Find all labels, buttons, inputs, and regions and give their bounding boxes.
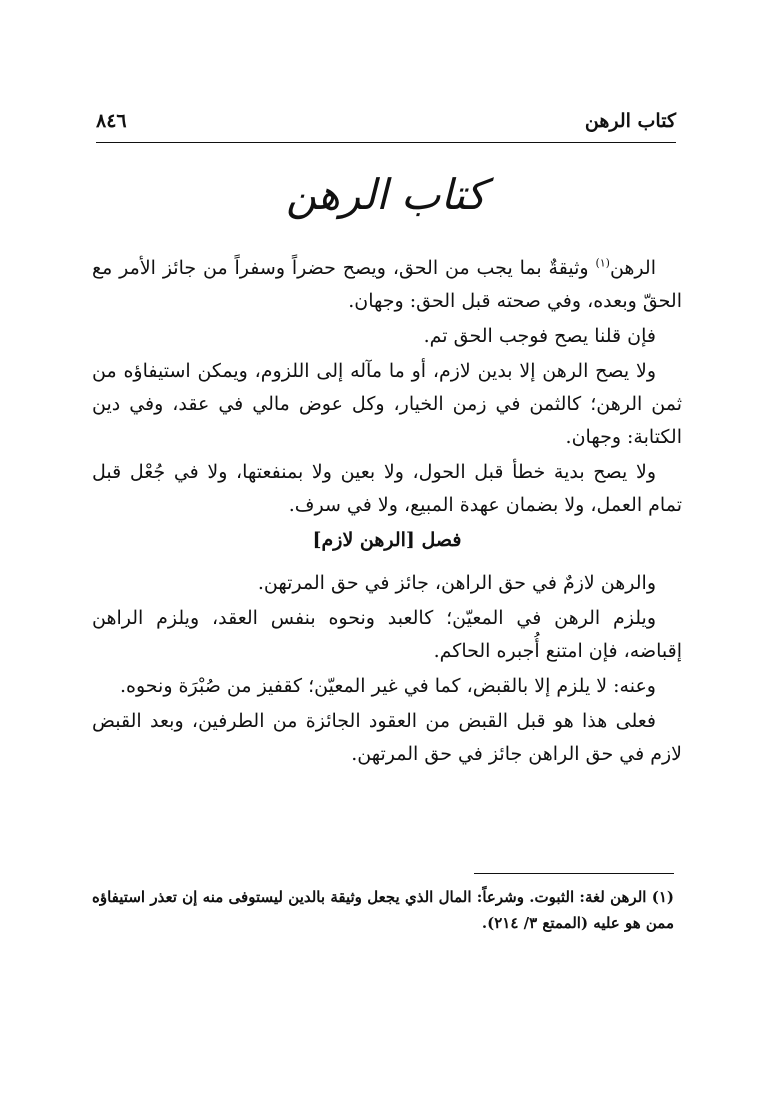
paragraph-3: ولا يصح الرهن إلا بدين لازم، أو ما مآله إلى اللزوم، ويمكن استيفاؤه من ثمن الرهن؛ كالثمن في زمن الخيار، وكل عوض مالي في عقد، وفي دين الكتابة: وجهان. [92,360,682,448]
chapter-title: كتاب الرهن [285,170,487,219]
paragraph-4: ولا يصح بدية خطأ قبل الحول، ولا بعين ولا بمنفعتها، ولا في جُعْل قبل تمام العمل، ولا بضمان عهدة المبيع، ولا في سرف. [92,461,682,516]
header-divider [96,142,676,143]
page-header [96,108,676,142]
paragraph-8: فعلى هذا هو قبل القبض من العقود الجائزة من الطرفين، وبعد القبض لازم في حق الراهن جائز في حق المرتهن. [92,710,682,765]
main-text [92,252,682,773]
footnote-divider [474,873,674,874]
paragraph-1-rest: وثيقةٌ بما يجب من الحق، ويصح حضراً وسفراً من جائز الأمر مع الحقّ وبعده، وفي صحته قبل الحق: وجهان. [92,257,682,312]
footnote-ref: (١) [595,256,610,270]
paragraph-1 [92,252,682,318]
paragraph-7: وعنه: لا يلزم إلا بالقبض، كما في غير المعيّن؛ كقفيز من صُبْرَة ونحوه. [119,675,656,697]
paragraph-2: فإن قلنا يصح فوجب الحق تم. [423,325,656,347]
paragraph-1-lead: الرهن [609,257,656,279]
paragraph-6: ويلزم الرهن في المعيّن؛ كالعبد ونحوه بنفس العقد، ويلزم الراهن إقباضه، فإن امتنع أُجبره الحاكم. [92,607,682,662]
footnote-text: (١) الرهن لغة: الثبوت. وشرعاً: المال الذي يجعل وثيقة بالدين ليستوفى منه إن تعذر استيفاؤه ممن هو عليه (الممتع ٣/ ٢١٤). [92,888,674,932]
running-title: كتاب الرهن [584,110,676,132]
paragraph-5: والرهن لازمٌ في حق الراهن، جائز في حق المرتهن. [257,572,656,594]
section-heading: فصل [الرهن لازم] [312,529,462,551]
footnote [92,884,674,936]
page-number: ٨٤٦ [96,110,127,132]
